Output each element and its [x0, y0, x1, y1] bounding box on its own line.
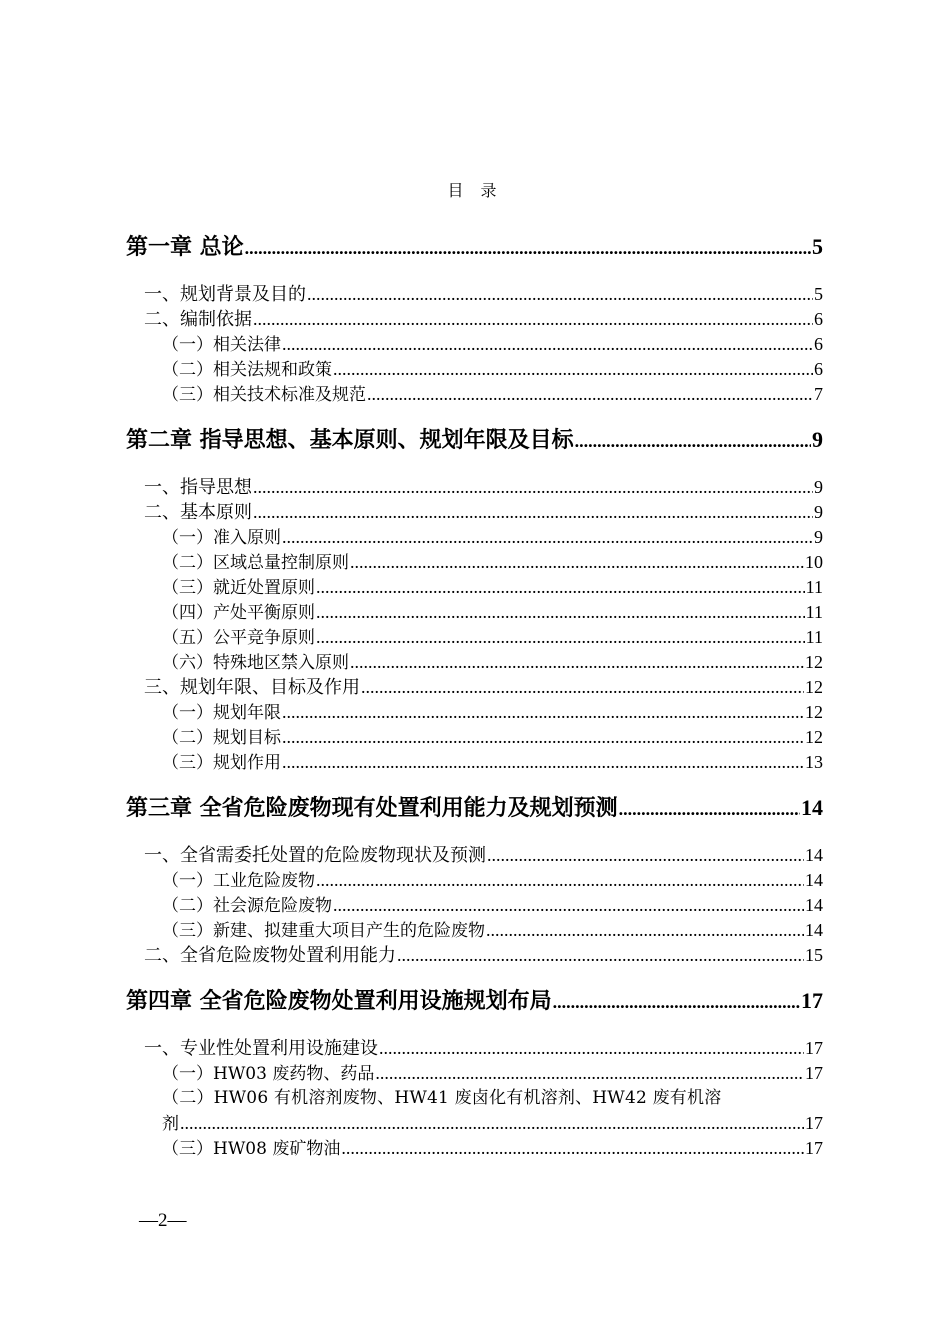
page-number: 17 — [805, 1138, 823, 1158]
leader-dots — [282, 700, 804, 725]
toc-section[interactable] — [126, 843, 823, 868]
section-title: 一、全省需委托处置的危险废物现状及预测 — [144, 845, 486, 866]
page-number: 11 — [805, 577, 823, 597]
subsection-title: （二）社会源危险废物 — [162, 896, 332, 916]
page-number: 6 — [814, 334, 823, 354]
leader-dots — [553, 983, 800, 1021]
section-title: 三、规划年限、目标及作用 — [144, 677, 360, 698]
toc-section[interactable] — [126, 675, 823, 700]
page-number: 14 — [805, 870, 823, 890]
leader-dots — [316, 625, 805, 650]
page-number: 14 — [805, 845, 823, 865]
leader-dots — [375, 1061, 804, 1086]
page-number: 17 — [805, 1063, 823, 1083]
page-number: 9 — [814, 527, 823, 547]
page-number: 17 — [805, 1113, 823, 1133]
subsection-title: （三）HW08 废矿物油 — [162, 1139, 341, 1159]
toc-section[interactable] — [126, 500, 823, 525]
leader-dots — [486, 918, 804, 943]
chapter-title: 第四章 全省危险废物处置利用设施规划布局 — [126, 989, 552, 1014]
toc-subsection[interactable] — [126, 600, 823, 625]
leader-dots — [282, 725, 804, 750]
chapter-title: 第二章 指导思想、基本原则、规划年限及目标 — [126, 428, 574, 453]
toc-subsection[interactable] — [126, 725, 823, 750]
page-number: 6 — [814, 309, 823, 329]
section-title: 二、基本原则 — [144, 502, 252, 523]
toc-subsection[interactable] — [126, 357, 823, 382]
leader-dots — [282, 750, 804, 775]
leader-dots — [367, 382, 813, 407]
subsection-title: （一）工业危险废物 — [162, 871, 315, 891]
subsection-title: （四）产处平衡原则 — [162, 603, 315, 623]
subsection-title: （一）相关法律 — [162, 335, 281, 355]
chapter-title: 第一章 总论 — [126, 235, 244, 260]
page-number: 9 — [812, 427, 823, 452]
page-number: 13 — [805, 752, 823, 772]
page-number: 14 — [801, 795, 823, 820]
toc-subsection[interactable] — [126, 893, 823, 918]
subsection-title: （二）区域总量控制原则 — [162, 553, 349, 573]
section-title: 一、规划背景及目的 — [144, 284, 306, 305]
section-title: 一、专业性处置利用设施建设 — [144, 1038, 378, 1059]
leader-dots — [575, 422, 811, 460]
leader-dots — [316, 600, 805, 625]
subsection-title: （六）特殊地区禁入原则 — [162, 653, 349, 673]
section-title: 一、指导思想 — [144, 477, 252, 498]
page-number: 14 — [805, 920, 823, 940]
page-number: 9 — [814, 502, 823, 522]
toc-subsection[interactable] — [126, 382, 823, 407]
subsection-title: （一）规划年限 — [162, 703, 281, 723]
page-number: 12 — [805, 702, 823, 722]
leader-dots — [361, 675, 804, 700]
toc-subsection[interactable] — [126, 332, 823, 357]
leader-dots — [245, 229, 811, 267]
page-number: 11 — [805, 602, 823, 622]
leader-dots — [350, 650, 804, 675]
section-title: 二、编制依据 — [144, 309, 252, 330]
page-number: 15 — [805, 945, 823, 965]
toc-subsection[interactable] — [126, 1061, 823, 1086]
leader-dots — [619, 790, 800, 828]
toc-subsection[interactable] — [126, 625, 823, 650]
leader-dots — [333, 893, 804, 918]
page-number: 14 — [805, 895, 823, 915]
leader-dots — [350, 550, 804, 575]
page-number: 17 — [801, 988, 823, 1013]
leader-dots — [397, 943, 804, 968]
leader-dots — [379, 1036, 804, 1061]
toc-chapter-1[interactable] — [126, 228, 823, 266]
subsection-title: （三）规划作用 — [162, 753, 281, 773]
toc-subsection[interactable] — [126, 750, 823, 775]
toc-subsection[interactable] — [126, 650, 823, 675]
page-number: 12 — [805, 677, 823, 697]
table-of-contents — [126, 228, 823, 1161]
subsection-title: （三）新建、拟建重大项目产生的危险废物 — [162, 921, 485, 941]
subsection-title: （三）相关技术标准及规范 — [162, 385, 366, 405]
subsection-title-continued: 剂 — [162, 1114, 179, 1134]
leader-dots — [487, 843, 804, 868]
leader-dots — [253, 307, 813, 332]
leader-dots — [307, 282, 813, 307]
page-number: 9 — [814, 477, 823, 497]
leader-dots — [316, 575, 805, 600]
toc-subsection[interactable] — [126, 868, 823, 893]
leader-dots — [282, 332, 813, 357]
page-number: 6 — [814, 359, 823, 379]
leader-dots — [253, 475, 813, 500]
page-number: 12 — [805, 727, 823, 747]
leader-dots — [282, 525, 813, 550]
leader-dots — [333, 357, 813, 382]
toc-subsection[interactable] — [126, 575, 823, 600]
subsection-title: （三）就近处置原则 — [162, 578, 315, 598]
subsection-title: （二）规划目标 — [162, 728, 281, 748]
leader-dots — [316, 868, 804, 893]
page-number: 5 — [814, 284, 823, 304]
toc-section[interactable] — [126, 282, 823, 307]
page-number: 17 — [805, 1038, 823, 1058]
leader-dots — [253, 500, 813, 525]
page-number: 5 — [812, 234, 823, 259]
page-footer-number: —2— — [139, 1210, 187, 1231]
subsection-title: （五）公平竞争原则 — [162, 628, 315, 648]
section-title: 二、全省危险废物处置利用能力 — [144, 945, 396, 966]
leader-dots — [180, 1111, 804, 1136]
page-number: 7 — [814, 384, 823, 404]
toc-chapter-2[interactable] — [126, 421, 823, 459]
toc-section[interactable] — [126, 307, 823, 332]
toc-section[interactable] — [126, 943, 823, 968]
page-number: 10 — [805, 552, 823, 572]
leader-dots — [341, 1136, 804, 1161]
subsection-title: （一）准入原则 — [162, 528, 281, 548]
subsection-title: （二）相关法规和政策 — [162, 360, 332, 380]
toc-subsection[interactable] — [126, 1136, 823, 1161]
toc-subsection[interactable] — [126, 525, 823, 550]
toc-subsection[interactable] — [126, 550, 823, 575]
toc-subsection-wrapped[interactable] — [126, 1086, 823, 1136]
subsection-title: （二）HW06 有机溶剂废物、HW41 废卤化有机溶剂、HW42 废有机溶 — [162, 1088, 722, 1108]
toc-section[interactable] — [126, 475, 823, 500]
page-number: 11 — [805, 627, 823, 647]
subsection-title: （一）HW03 废药物、药品 — [162, 1064, 375, 1084]
chapter-title: 第三章 全省危险废物现有处置利用能力及规划预测 — [126, 796, 618, 821]
toc-section[interactable] — [126, 1036, 823, 1061]
toc-chapter-4[interactable] — [126, 982, 823, 1020]
page-number: 12 — [805, 652, 823, 672]
toc-subsection[interactable] — [126, 918, 823, 943]
toc-chapter-3[interactable] — [126, 789, 823, 827]
toc-title: 目 录 — [447, 181, 503, 200]
toc-subsection[interactable] — [126, 700, 823, 725]
